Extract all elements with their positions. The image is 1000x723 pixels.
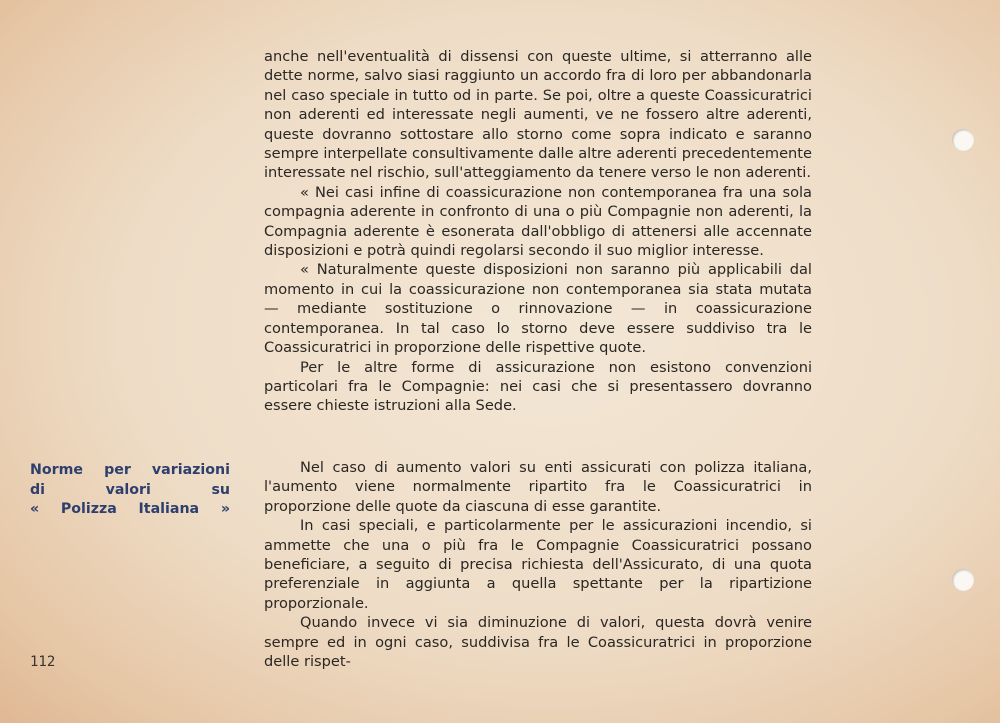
margin-heading bbox=[30, 461, 230, 520]
paragraph: anche nell'eventualità di dissensi con queste ultime, si atterranno alle dette norme, salvo siasi raggiunto un accordo fra di loro per abbandonarla nel caso speciale in tutto od in parte. Se poi, oltre a queste Coassicuratrici non aderenti ed interessate negli aumenti, ve ne fossero altre aderenti, queste dovranno sottostare allo storno come sopra indicato e saranno sempre interpellate consultivamente dalle altre aderenti precedentemente interessate nel rischio, sull'atteggiamento da tenere verso le non aderenti. bbox=[264, 48, 812, 182]
paragraph: Quando invece vi sia diminuzione di valori, questa dovrà venire sempre ed in ogni caso, suddivisa fra le Coassicuratrici in proporzione delle rispet- bbox=[264, 614, 812, 671]
margin-heading-line: Norme per variazioni bbox=[30, 462, 230, 478]
punch-hole-icon bbox=[952, 129, 974, 151]
paragraph: Nel caso di aumento valori su enti assicurati con polizza italiana, l'aumento viene normalmente ripartito fra le Coassicuratrici in proporzione delle quote da ciascuna di esse garantite. bbox=[264, 459, 812, 515]
paragraph: « Nei casi infine di coassicurazione non contemporanea fra una sola compagnia aderente in confronto di una o più Compagnie non aderenti, la Compagnia aderente è esonerata dall'obbligo di attenersi alle accennate disposizioni e potrà quindi regolarsi secondo il suo miglior interesse. bbox=[264, 183, 812, 260]
text-block-upper bbox=[264, 47, 812, 416]
page-number: 112 bbox=[30, 654, 56, 670]
text-block-lower bbox=[264, 458, 812, 671]
paragraph: In casi speciali, e particolarmente per le assicurazioni incendio, si ammette che una o più fra le Compagnie Coassicuratrici possano beneficiare, a seguito di precisa richiesta dell'Assicurato, di una quota preferenziale in aggiunta a quella spettante per la ripartizione proporzionale. bbox=[264, 517, 812, 612]
punch-hole-icon bbox=[952, 569, 974, 591]
paragraph: « Naturalmente queste disposizioni non saranno più applicabili dal momento in cui la coassicurazione non contemporanea sia stata mutata — mediante sostituzione o rinnovazione — in coassicurazione contemporanea. In tal caso lo storno deve essere suddiviso tra le Coassicuratrici in proporzione delle rispettive quote. bbox=[264, 261, 812, 357]
margin-heading-line: « Polizza Italiana » bbox=[30, 501, 230, 517]
paragraph: Per le altre forme di assicurazione non esistono convenzioni particolari fra le Compagnie: nei casi che si presentassero dovranno essere chieste istruzioni alla Sede. bbox=[264, 358, 812, 415]
margin-heading-line: di valori su bbox=[30, 481, 230, 498]
